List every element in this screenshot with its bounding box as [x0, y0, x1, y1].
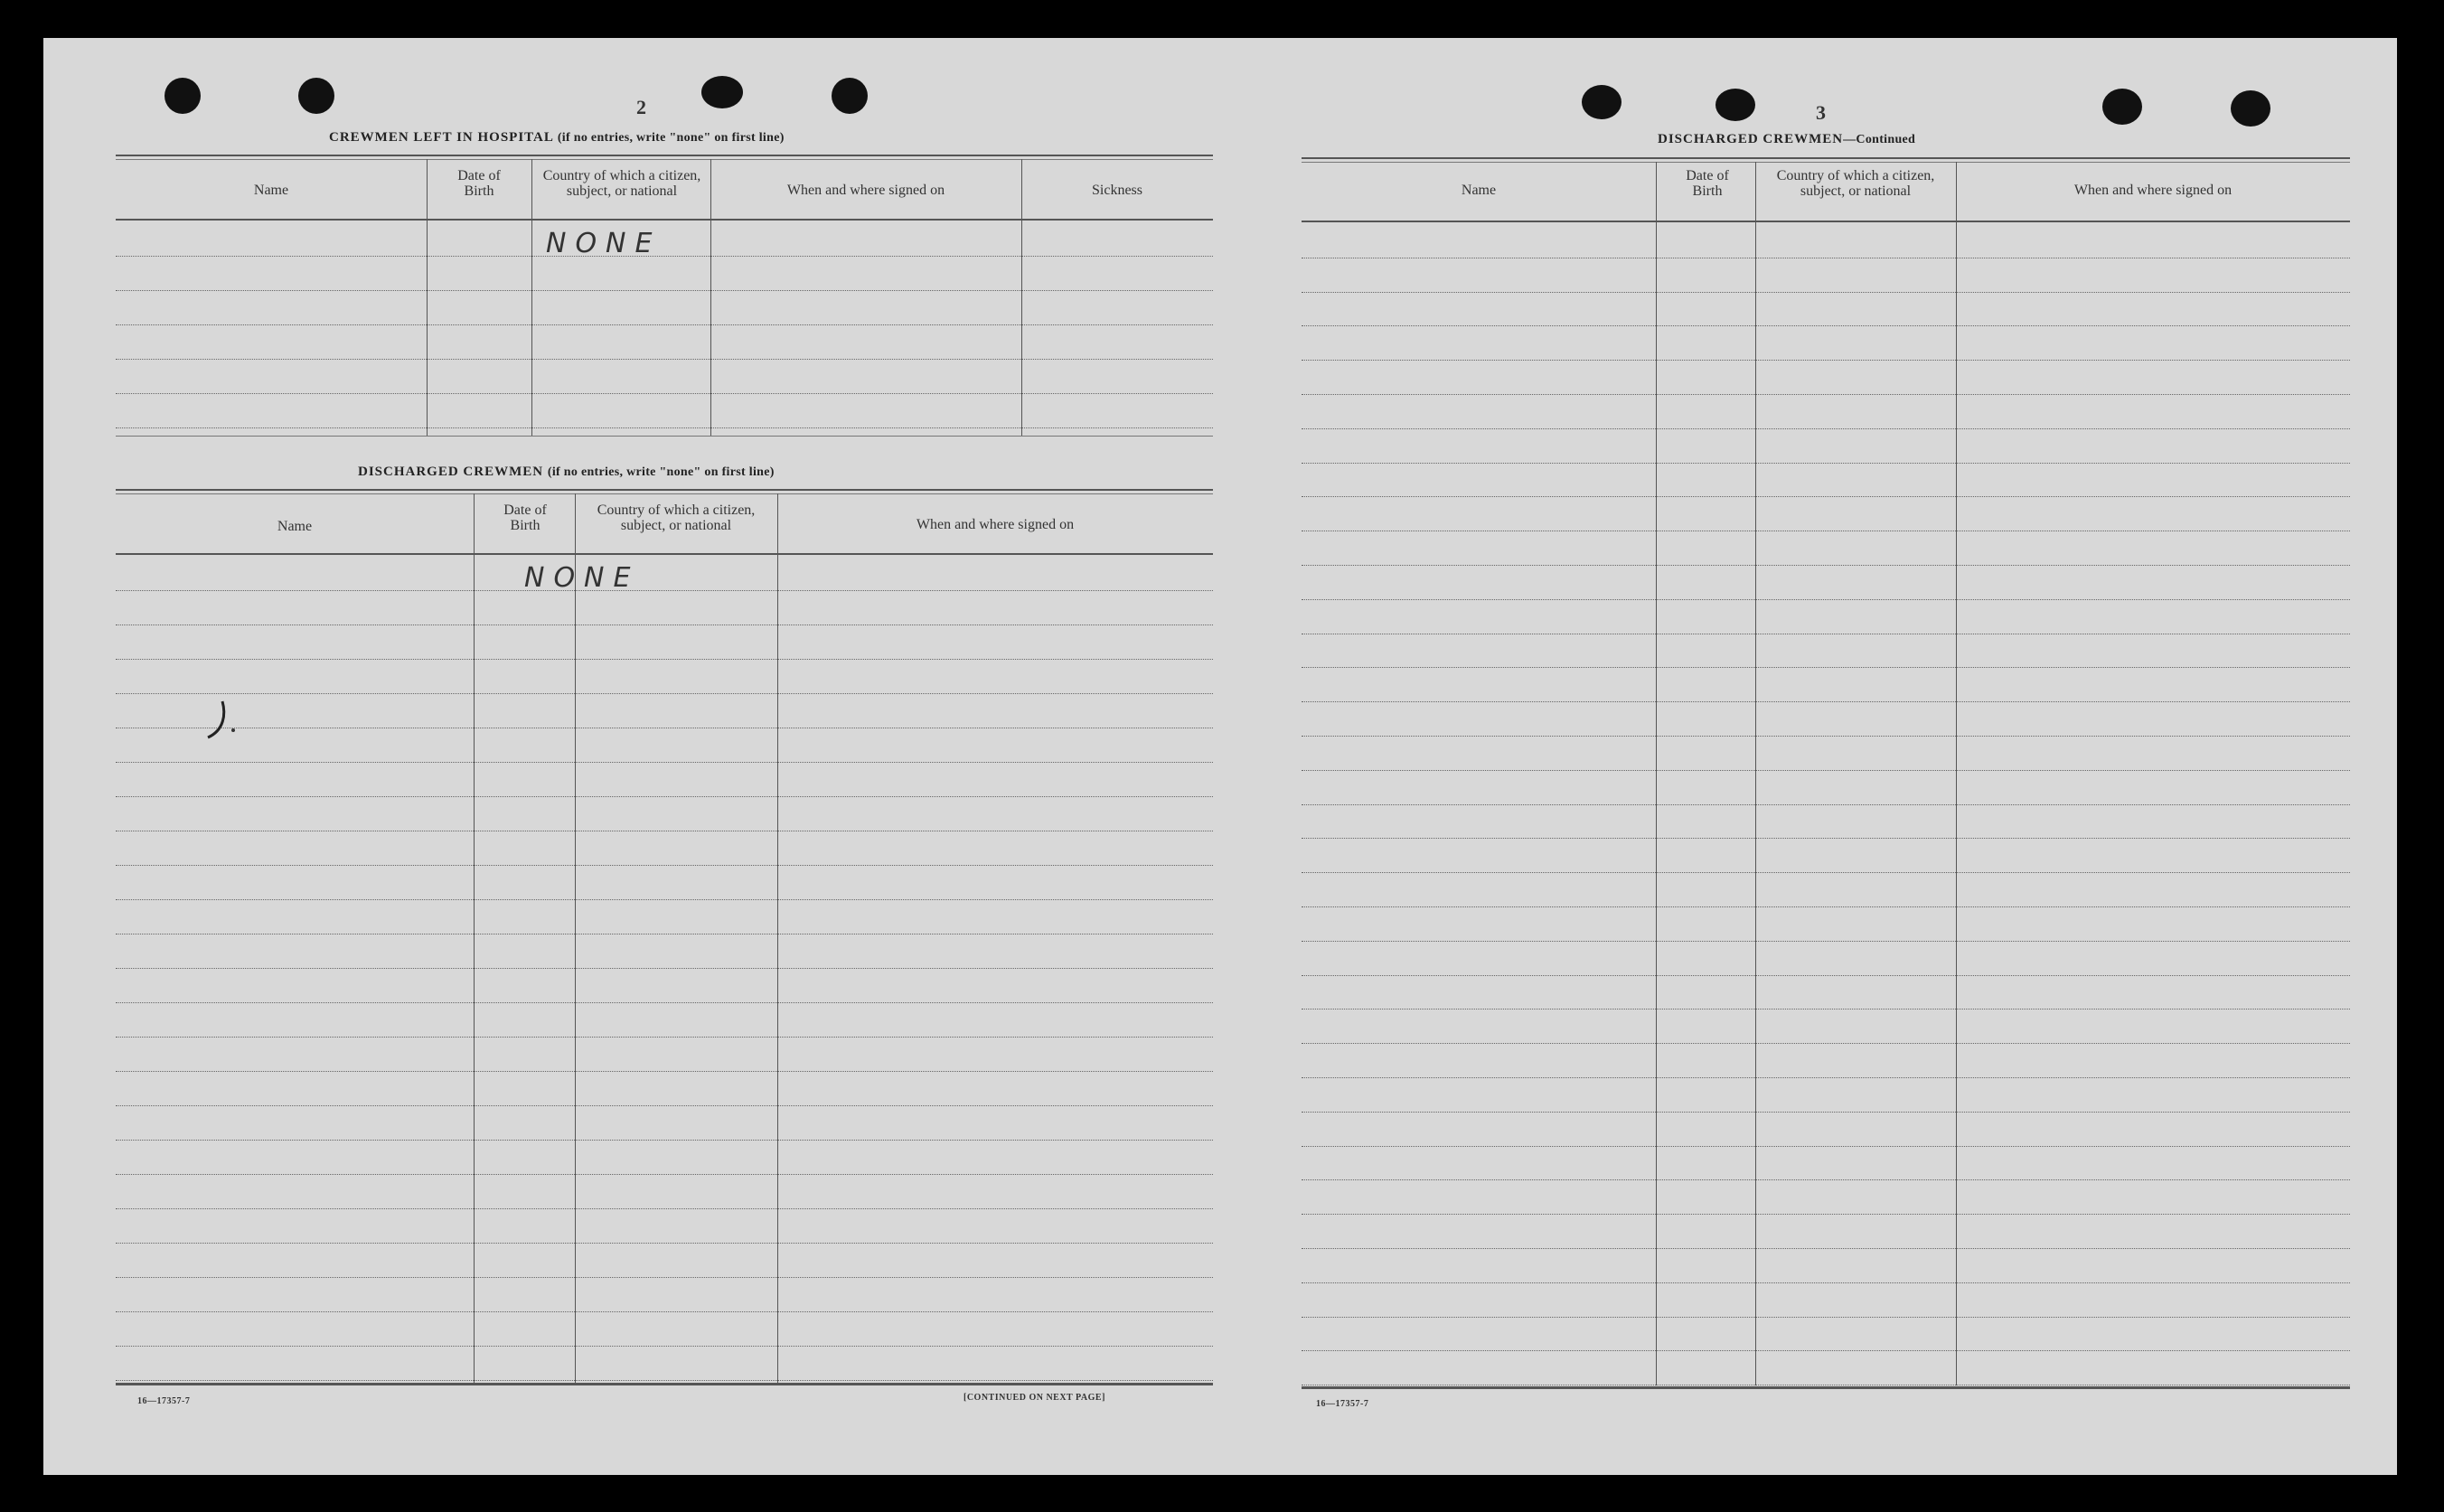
form-number: 16—17357-7	[1316, 1399, 1369, 1409]
col-header-country: Country of which a citizen, subject, or national	[1776, 168, 1935, 199]
col-header-name: Name	[1461, 183, 1497, 198]
continued-suffix: —Continued	[1843, 133, 1916, 146]
pen-mark	[202, 698, 239, 743]
col-header-date-of-birth: Date of Birth	[503, 502, 547, 533]
discharged-section-title	[358, 465, 775, 480]
punch-hole	[2102, 89, 2142, 125]
col-header-sickness: Sickness	[1092, 183, 1142, 198]
form-number: 16—17357-7	[137, 1396, 191, 1406]
punch-hole	[298, 78, 334, 114]
hospital-note: (if no entries, write "none" on first line)	[557, 131, 785, 145]
handwritten-entry: NONE	[546, 228, 662, 259]
col-header-signed-on: When and where signed on	[916, 517, 1075, 532]
col-header-signed-on: When and where signed on	[2073, 183, 2232, 198]
punch-hole	[832, 78, 868, 114]
continued-note: [CONTINUED ON NEXT PAGE]	[964, 1393, 1105, 1403]
punch-hole	[1716, 89, 1755, 121]
punch-hole	[701, 76, 743, 108]
col-header-name: Name	[253, 183, 289, 198]
scanned-sheet	[43, 38, 2397, 1475]
col-header-date-of-birth: Date of Birth	[1686, 168, 1729, 199]
discharged-title: DISCHARGED CREWMEN	[358, 465, 544, 479]
col-header-country: Country of which a citizen, subject, or national	[597, 502, 756, 533]
discharged-note: (if no entries, write "none" on first line)	[547, 465, 775, 479]
col-header-date-of-birth: Date of Birth	[457, 168, 501, 199]
punch-hole	[164, 78, 201, 114]
page-number: 2	[636, 96, 646, 118]
handwritten-entry: NONE	[524, 562, 640, 594]
hospital-rows	[116, 222, 1213, 428]
punch-hole	[2231, 90, 2270, 127]
hospital-title: CREWMEN LEFT IN HOSPITAL	[329, 130, 554, 145]
col-header-signed-on: When and where signed on	[786, 183, 945, 198]
hospital-section-title	[329, 130, 785, 146]
col-header-country: Country of which a citizen, subject, or national	[542, 168, 701, 199]
page-number: 3	[1816, 101, 1826, 124]
col-header-name: Name	[277, 519, 313, 534]
discharged-rows	[116, 557, 1213, 1381]
continued-section-title	[1658, 132, 1915, 147]
continued-title: DISCHARGED CREWMEN	[1658, 132, 1844, 146]
continued-rows	[1302, 224, 2350, 1385]
punch-hole	[1582, 85, 1622, 119]
